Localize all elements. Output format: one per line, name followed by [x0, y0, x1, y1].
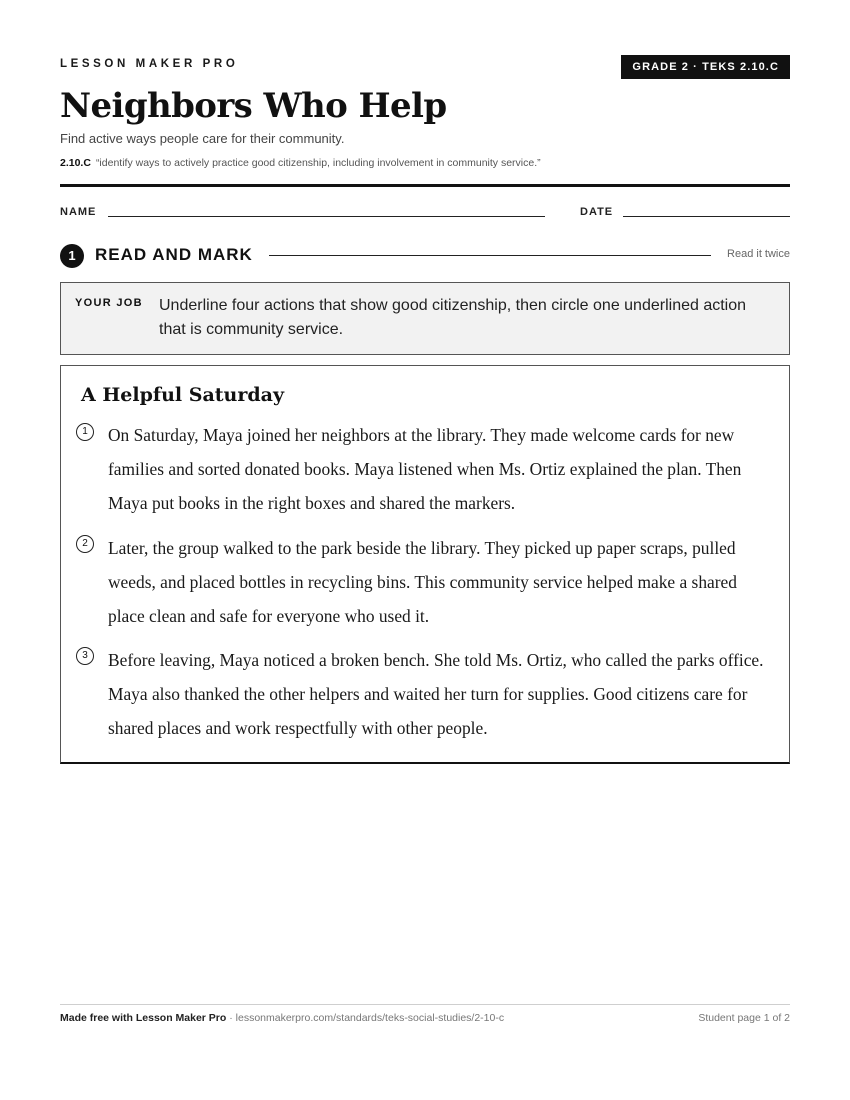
footer-page-number: Student page 1 of 2 — [698, 1012, 790, 1024]
footer-credit — [60, 1012, 504, 1024]
name-label: NAME — [60, 206, 97, 218]
paragraph-number-marker: 3 — [76, 647, 94, 665]
header-divider — [60, 184, 790, 187]
section-note: Read it twice — [727, 248, 790, 260]
date-label: DATE — [580, 206, 614, 218]
passage-paragraph: Later, the group walked to the park beside the library. They picked up paper scraps, pulled weeds, and placed bottles in recycling bins. This community service helped make a shared place clean and safe for everyone who used it. — [108, 538, 737, 626]
page-subtitle: Find active ways people care for their community. — [60, 131, 345, 146]
footer-separator: · — [226, 1012, 236, 1024]
footer-divider — [60, 1004, 790, 1005]
page-title: Neighbors Who Help — [60, 86, 447, 126]
standard-text: “identify ways to actively practice good citizenship, including involvement in community service.” — [95, 157, 541, 169]
date-field[interactable] — [623, 216, 790, 217]
instructions-text: Underline four actions that show good citizenship, then circle one underlined action that is community service. — [159, 297, 747, 338]
name-field[interactable] — [108, 216, 545, 217]
instructions-label: YOUR JOB — [75, 297, 143, 309]
section-divider — [269, 255, 711, 256]
brand-name: LESSON MAKER PRO — [60, 58, 239, 70]
footer-made-with: Made free with Lesson Maker Pro — [60, 1012, 227, 1024]
passage-paragraph: Before leaving, Maya noticed a broken bench. She told Ms. Ortiz, who called the parks office. Maya also thanked the other helpers and waited her turn for supplies. Good citizens care for shared places and work respectfully with other people. — [108, 650, 764, 738]
paragraph-number-marker: 2 — [76, 535, 94, 553]
paragraph-number-marker: 1 — [76, 423, 94, 441]
section-title: READ AND MARK — [95, 245, 253, 264]
standard-line — [60, 157, 541, 169]
standard-code: 2.10.C — [60, 157, 91, 169]
worksheet-page — [60, 0, 790, 1100]
grade-standard-badge: GRADE 2 · TEKS 2.10.C — [621, 55, 790, 79]
footer-url-link[interactable]: lessonmakerpro.com/standards/teks-social-studies/2-10-c — [235, 1012, 505, 1024]
passage-title: A Helpful Saturday — [81, 384, 284, 406]
section-number-badge: 1 — [60, 244, 84, 268]
passage-paragraph: On Saturday, Maya joined her neighbors at the library. They made welcome cards for new families and sorted donated books. Maya listened when Ms. Ortiz explained the plan. Then Maya put books in the right boxes and shared the markers. — [108, 425, 742, 513]
reading-passage — [60, 365, 790, 764]
instructions-box — [60, 282, 790, 355]
